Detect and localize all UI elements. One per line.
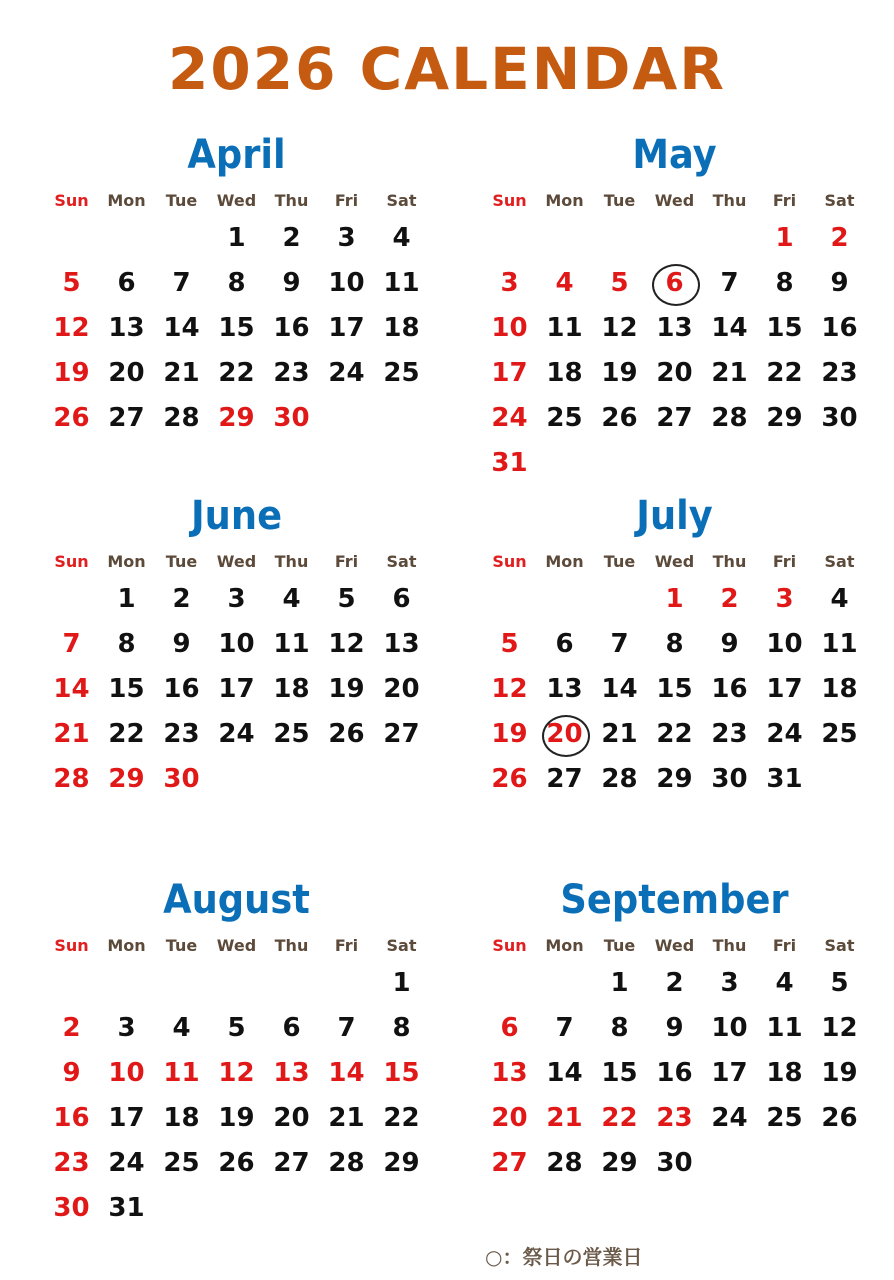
day-cell: 8 — [665, 629, 684, 659]
day-cell: 29 — [383, 1148, 420, 1178]
weekday-header — [482, 931, 867, 961]
day-cell: 16 — [163, 674, 200, 704]
day-cell: 12 — [53, 313, 90, 343]
day-cell: 25 — [546, 403, 583, 433]
week-row — [44, 1186, 429, 1231]
month-name: September — [560, 877, 789, 923]
day-cell: 13 — [273, 1058, 310, 1088]
day-cell: 26 — [328, 719, 365, 749]
day-cell: 1 — [775, 223, 794, 253]
day-cell: 31 — [108, 1193, 145, 1223]
weekday-label: Sat — [824, 191, 855, 210]
day-cell: 11 — [163, 1058, 200, 1088]
weekday-label: Wed — [216, 936, 257, 955]
weekday-label: Mon — [107, 191, 146, 210]
day-cell: 5 — [830, 968, 849, 998]
week-row — [482, 667, 867, 712]
day-cell: 4 — [830, 584, 849, 614]
day-cell: 7 — [337, 1013, 356, 1043]
day-cell: 6 — [282, 1013, 301, 1043]
day-cell: 27 — [546, 764, 583, 794]
day-cell: 7 — [720, 268, 739, 298]
day-cell: 4 — [775, 968, 794, 998]
week-row — [482, 441, 867, 486]
day-cell: 23 — [656, 1103, 693, 1133]
day-cell: 12 — [218, 1058, 255, 1088]
day-cell: 2 — [282, 223, 301, 253]
day-cell: 16 — [711, 674, 748, 704]
day-cell: 3 — [500, 268, 519, 298]
day-cell: 16 — [273, 313, 310, 343]
day-cell: 28 — [163, 403, 200, 433]
day-cell: 9 — [62, 1058, 81, 1088]
day-cell: 30 — [711, 764, 748, 794]
week-row — [482, 577, 867, 622]
day-cell: 11 — [383, 268, 420, 298]
week-row — [44, 577, 429, 622]
weekday-label: Sat — [824, 936, 855, 955]
day-cell: 22 — [108, 719, 145, 749]
day-cell: 27 — [273, 1148, 310, 1178]
day-cell: 22 — [601, 1103, 638, 1133]
weekday-label: Tue — [165, 552, 198, 571]
month-july — [482, 491, 867, 802]
day-cell: 11 — [766, 1013, 803, 1043]
month-may — [482, 130, 867, 486]
month-june — [44, 491, 429, 802]
day-cell: 24 — [766, 719, 803, 749]
day-cell: 17 — [491, 358, 528, 388]
weekday-label: Tue — [603, 552, 636, 571]
day-cell: 6 — [500, 1013, 519, 1043]
day-cell: 9 — [720, 629, 739, 659]
day-cell: 18 — [821, 674, 858, 704]
day-cell: 5 — [62, 268, 81, 298]
weekday-label: Fri — [334, 936, 359, 955]
day-cell: 28 — [711, 403, 748, 433]
day-cell: 13 — [491, 1058, 528, 1088]
day-cell: 28 — [546, 1148, 583, 1178]
month-name: April — [187, 132, 286, 178]
day-cell: 1 — [117, 584, 136, 614]
weekday-label: Sat — [386, 191, 417, 210]
week-row — [44, 396, 429, 441]
day-cell: 14 — [601, 674, 638, 704]
day-cell: 20 — [108, 358, 145, 388]
week-row — [482, 1096, 867, 1141]
weekday-label: Wed — [654, 552, 695, 571]
day-cell: 17 — [711, 1058, 748, 1088]
weekday-label: Tue — [165, 191, 198, 210]
month-april — [44, 130, 429, 441]
day-cell: 13 — [383, 629, 420, 659]
week-row — [482, 216, 867, 261]
week-row — [482, 961, 867, 1006]
month-name: August — [163, 877, 310, 923]
day-cell: 18 — [383, 313, 420, 343]
weekday-header — [44, 931, 429, 961]
week-row — [44, 712, 429, 757]
day-cell: 1 — [610, 968, 629, 998]
day-cell: 27 — [383, 719, 420, 749]
day-cell: 6 — [392, 584, 411, 614]
day-cell: 22 — [766, 358, 803, 388]
day-cell: 22 — [656, 719, 693, 749]
weekday-label: Fri — [334, 552, 359, 571]
day-cell: 1 — [392, 968, 411, 998]
day-cell: 9 — [172, 629, 191, 659]
day-cell: 30 — [656, 1148, 693, 1178]
day-cell: 7 — [610, 629, 629, 659]
day-cell: 3 — [775, 584, 794, 614]
day-cell: 16 — [53, 1103, 90, 1133]
day-cell: 26 — [821, 1103, 858, 1133]
day-cell: 18 — [163, 1103, 200, 1133]
weekday-header — [482, 186, 867, 216]
day-cell: 5 — [227, 1013, 246, 1043]
day-cell: 7 — [62, 629, 81, 659]
weekday-label: Sun — [492, 191, 527, 210]
day-cell: 14 — [711, 313, 748, 343]
week-row — [44, 351, 429, 396]
day-cell: 3 — [337, 223, 356, 253]
day-cell: 27 — [656, 403, 693, 433]
week-row — [44, 261, 429, 306]
day-cell: 1 — [665, 584, 684, 614]
day-cell: 4 — [392, 223, 411, 253]
weekday-header — [44, 186, 429, 216]
page-title: 2026 CALENDAR — [168, 35, 726, 103]
weekday-label: Wed — [216, 191, 257, 210]
weekday-label: Sun — [492, 936, 527, 955]
week-row — [44, 961, 429, 1006]
weekday-label: Thu — [274, 936, 309, 955]
week-row — [44, 757, 429, 802]
weekday-label: Fri — [772, 191, 797, 210]
weekday-label: Sat — [386, 936, 417, 955]
day-cell: 24 — [711, 1103, 748, 1133]
day-cell: 20 — [273, 1103, 310, 1133]
day-cell: 26 — [218, 1148, 255, 1178]
day-cell: 24 — [491, 403, 528, 433]
day-cell: 4 — [172, 1013, 191, 1043]
week-row — [482, 261, 867, 306]
weekday-label: Wed — [216, 552, 257, 571]
day-cell: 12 — [491, 674, 528, 704]
day-cell: 26 — [53, 403, 90, 433]
day-cell: 8 — [775, 268, 794, 298]
day-cell: 23 — [273, 358, 310, 388]
day-cell: 29 — [656, 764, 693, 794]
month-name: May — [632, 132, 717, 178]
day-cell: 22 — [218, 358, 255, 388]
weekday-label: Wed — [654, 191, 695, 210]
day-cell: 10 — [328, 268, 365, 298]
week-row — [482, 351, 867, 396]
day-cell: 4 — [282, 584, 301, 614]
day-cell: 25 — [273, 719, 310, 749]
day-cell: 2 — [720, 584, 739, 614]
day-cell: 9 — [830, 268, 849, 298]
day-cell: 26 — [491, 764, 528, 794]
day-cell: 8 — [227, 268, 246, 298]
day-cell: 17 — [766, 674, 803, 704]
day-cell: 2 — [62, 1013, 81, 1043]
week-row — [44, 1006, 429, 1051]
weekday-label: Fri — [334, 191, 359, 210]
week-row — [44, 216, 429, 261]
month-name: July — [636, 493, 713, 539]
day-cell: 20 — [656, 358, 693, 388]
week-row — [482, 306, 867, 351]
day-cell: 12 — [328, 629, 365, 659]
day-cell: 5 — [610, 268, 629, 298]
day-cell: 29 — [108, 764, 145, 794]
day-cell: 26 — [601, 403, 638, 433]
day-cell: 10 — [766, 629, 803, 659]
day-cell: 6 — [647, 261, 702, 306]
weekday-label: Thu — [712, 936, 747, 955]
day-cell: 18 — [273, 674, 310, 704]
day-cell: 15 — [601, 1058, 638, 1088]
day-cell: 2 — [665, 968, 684, 998]
day-cell: 5 — [337, 584, 356, 614]
day-cell: 3 — [720, 968, 739, 998]
day-cell: 16 — [821, 313, 858, 343]
day-cell: 2 — [830, 223, 849, 253]
day-cell: 23 — [711, 719, 748, 749]
day-cell: 13 — [108, 313, 145, 343]
day-cell: 23 — [821, 358, 858, 388]
legend-note: ○：祭日の営業日 — [485, 1245, 643, 1269]
day-cell: 14 — [163, 313, 200, 343]
week-row — [482, 712, 867, 757]
day-cell: 6 — [555, 629, 574, 659]
day-cell: 21 — [711, 358, 748, 388]
weekday-label: Sun — [54, 552, 89, 571]
week-row — [44, 1096, 429, 1141]
week-row — [44, 667, 429, 712]
day-cell: 15 — [766, 313, 803, 343]
day-cell: 3 — [227, 584, 246, 614]
month-august — [44, 875, 429, 1231]
day-cell: 30 — [821, 403, 858, 433]
weekday-header — [482, 547, 867, 577]
weekday-label: Sat — [824, 552, 855, 571]
day-cell: 15 — [383, 1058, 420, 1088]
day-cell: 20 — [491, 1103, 528, 1133]
day-cell: 14 — [546, 1058, 583, 1088]
day-cell: 14 — [328, 1058, 365, 1088]
day-cell: 17 — [108, 1103, 145, 1133]
day-cell: 27 — [491, 1148, 528, 1178]
day-cell: 19 — [601, 358, 638, 388]
day-cell: 19 — [491, 719, 528, 749]
day-cell: 20 — [383, 674, 420, 704]
weekday-label: Fri — [772, 552, 797, 571]
day-cell: 30 — [273, 403, 310, 433]
week-row — [44, 306, 429, 351]
day-cell: 8 — [117, 629, 136, 659]
day-cell: 21 — [163, 358, 200, 388]
day-cell: 14 — [53, 674, 90, 704]
day-cell: 19 — [53, 358, 90, 388]
weekday-label: Sat — [386, 552, 417, 571]
week-row — [482, 396, 867, 441]
day-cell: 29 — [601, 1148, 638, 1178]
day-cell: 24 — [328, 358, 365, 388]
day-cell: 8 — [610, 1013, 629, 1043]
weekday-label: Sun — [54, 936, 89, 955]
weekday-label: Mon — [107, 552, 146, 571]
day-cell: 12 — [601, 313, 638, 343]
day-cell: 3 — [117, 1013, 136, 1043]
day-cell: 19 — [328, 674, 365, 704]
day-cell: 8 — [392, 1013, 411, 1043]
weekday-label: Mon — [545, 191, 584, 210]
day-cell: 21 — [53, 719, 90, 749]
day-cell: 25 — [163, 1148, 200, 1178]
day-cell: 23 — [53, 1148, 90, 1178]
day-cell: 7 — [555, 1013, 574, 1043]
day-cell: 18 — [546, 358, 583, 388]
month-name: June — [190, 493, 283, 539]
day-cell: 23 — [163, 719, 200, 749]
day-cell: 11 — [546, 313, 583, 343]
day-cell: 29 — [218, 403, 255, 433]
day-cell: 30 — [53, 1193, 90, 1223]
day-cell: 10 — [108, 1058, 145, 1088]
day-cell: 11 — [821, 629, 858, 659]
day-cell: 21 — [546, 1103, 583, 1133]
day-cell: 9 — [665, 1013, 684, 1043]
day-cell: 6 — [117, 268, 136, 298]
day-cell: 31 — [491, 448, 528, 478]
day-cell: 19 — [821, 1058, 858, 1088]
week-row — [482, 1141, 867, 1186]
day-cell: 15 — [656, 674, 693, 704]
day-cell: 16 — [656, 1058, 693, 1088]
day-cell: 15 — [108, 674, 145, 704]
day-cell: 13 — [656, 313, 693, 343]
day-cell: 17 — [328, 313, 365, 343]
day-cell: 25 — [766, 1103, 803, 1133]
day-cell: 17 — [218, 674, 255, 704]
day-cell: 5 — [500, 629, 519, 659]
weekday-label: Fri — [772, 936, 797, 955]
day-cell: 28 — [328, 1148, 365, 1178]
weekday-label: Wed — [654, 936, 695, 955]
weekday-label: Mon — [545, 936, 584, 955]
day-cell: 4 — [555, 268, 574, 298]
weekday-label: Sun — [492, 552, 527, 571]
weekday-label: Mon — [545, 552, 584, 571]
day-cell: 21 — [328, 1103, 365, 1133]
day-cell: 27 — [108, 403, 145, 433]
day-cell: 11 — [273, 629, 310, 659]
weekday-label: Tue — [603, 936, 636, 955]
week-row — [482, 622, 867, 667]
day-cell: 24 — [108, 1148, 145, 1178]
day-cell: 21 — [601, 719, 638, 749]
week-row — [482, 1051, 867, 1096]
weekday-label: Tue — [603, 191, 636, 210]
day-cell: 20 — [537, 712, 592, 757]
day-cell: 19 — [218, 1103, 255, 1133]
day-cell: 22 — [383, 1103, 420, 1133]
day-cell: 10 — [711, 1013, 748, 1043]
day-cell: 12 — [821, 1013, 858, 1043]
month-september — [482, 875, 867, 1186]
day-cell: 25 — [821, 719, 858, 749]
day-cell: 15 — [218, 313, 255, 343]
day-cell: 13 — [546, 674, 583, 704]
day-cell: 18 — [766, 1058, 803, 1088]
day-cell: 1 — [227, 223, 246, 253]
day-cell: 24 — [218, 719, 255, 749]
weekday-label: Thu — [274, 552, 309, 571]
day-cell: 2 — [172, 584, 191, 614]
week-row — [44, 1141, 429, 1186]
weekday-label: Tue — [165, 936, 198, 955]
day-cell: 31 — [766, 764, 803, 794]
day-cell: 28 — [601, 764, 638, 794]
week-row — [44, 622, 429, 667]
weekday-label: Thu — [274, 191, 309, 210]
day-cell: 9 — [282, 268, 301, 298]
week-row — [482, 1006, 867, 1051]
day-cell: 25 — [383, 358, 420, 388]
week-row — [44, 1051, 429, 1096]
day-cell: 30 — [163, 764, 200, 794]
day-cell: 28 — [53, 764, 90, 794]
weekday-label: Thu — [712, 552, 747, 571]
day-cell: 29 — [766, 403, 803, 433]
weekday-label: Mon — [107, 936, 146, 955]
day-cell: 7 — [172, 268, 191, 298]
weekday-header — [44, 547, 429, 577]
day-cell: 10 — [491, 313, 528, 343]
week-row — [482, 757, 867, 802]
day-cell: 10 — [218, 629, 255, 659]
weekday-label: Sun — [54, 191, 89, 210]
weekday-label: Thu — [712, 191, 747, 210]
